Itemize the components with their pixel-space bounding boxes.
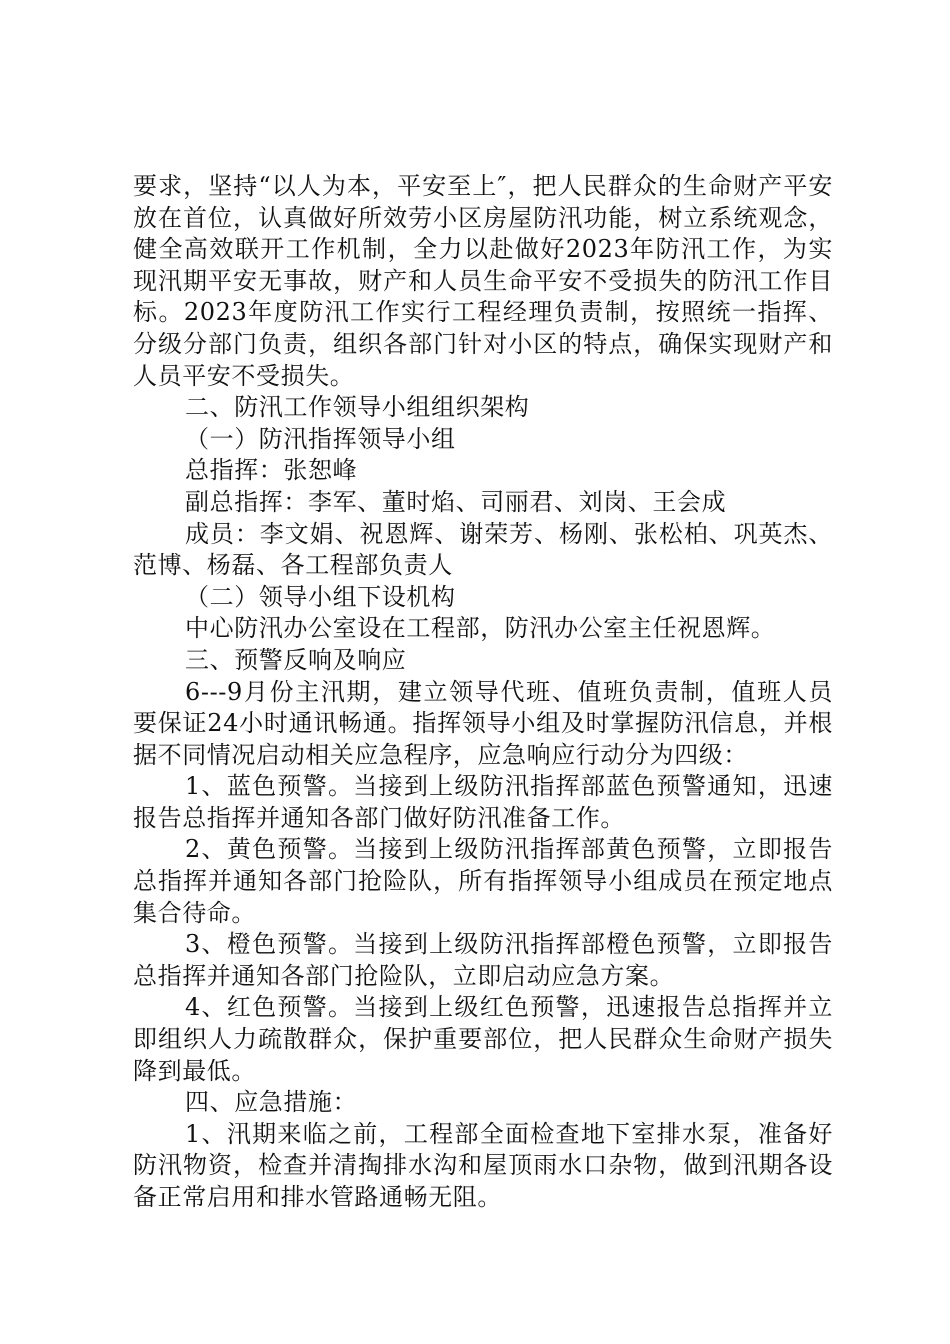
section-heading-organization: 二、防汛工作领导小组组织架构 (185, 393, 530, 422)
paragraph-office-location: 中心防汛办公室设在工程部，防汛办公室主任祝恩辉。 (185, 614, 776, 643)
paragraph-members: 成员：李文娟、祝恩辉、谢荣芳、杨刚、张松柏、巩英杰、范博、杨磊、各工程部负责人 (133, 519, 833, 580)
paragraph-deputy-commanders: 副总指挥：李军、董时焰、司丽君、刘岗、王会成 (185, 487, 727, 516)
subheading-subordinate-office: （二）领导小组下设机构 (185, 582, 456, 611)
document-body (133, 171, 833, 1214)
section-heading-warning-response: 三、预警反响及响应 (185, 645, 407, 674)
paragraph-blue-warning: 1、蓝色预警。当接到上级防汛指挥部蓝色预警通知，迅速报告总指挥并通知各部门做好防汛准备工作。 (133, 772, 833, 832)
section-heading-emergency-measures: 四、应急措施： (185, 1088, 358, 1117)
paragraph-measure-1: 1、汛期来临之前，工程部全面检查地下室排水泵，准备好防汛物资，检查并清掏排水沟和屋顶雨水口杂物，做到汛期各设备正常启用和排水管路通畅无阻。 (133, 1119, 833, 1211)
paragraph-intro: 要求，坚持“以人为本，平安至上″，把人民群众的生命财产平安放在首位，认真做好所效劳小区房屋防汛功能，树立系统观念，健全高效联开工作机制，全力以赴做好2023年防汛工作，为实现汛期平安无事故，财产和人员生命平安不受损失的防汛工作目标。2023年度防汛工作实行工程经理负责制，按照统一指挥、分级分部门负责，组织各部门针对小区的特点，确保实现财产和人员平安不受损失。 (133, 172, 833, 390)
paragraph-commander: 总指挥：张恕峰 (185, 456, 358, 485)
paragraph-orange-warning: 3、橙色预警。当接到上级防汛指挥部橙色预警，立即报告总指挥并通知各部门抢险队，立即启动应急方案。 (133, 930, 833, 990)
paragraph-flood-season: 6---9月份主汛期，建立领导代班、值班负责制，值班人员要保证24小时通讯畅通。指挥领导小组及时掌握防汛信息，并根据不同情况启动相关应急程序，应急响应行动分为四级： (133, 677, 833, 769)
subheading-command-group: （一）防汛指挥领导小组 (185, 424, 456, 453)
paragraph-red-warning: 4、红色预警。当接到上级红色预警，迅速报告总指挥并立即组织人力疏散群众，保护重要部位，把人民群众生命财产损失降到最低。 (133, 993, 833, 1085)
paragraph-yellow-warning: 2、黄色预警。当接到上级防汛指挥部黄色预警，立即报告总指挥并通知各部门抢险队，所有指挥领导小组成员在预定地点集合待命。 (133, 835, 833, 927)
